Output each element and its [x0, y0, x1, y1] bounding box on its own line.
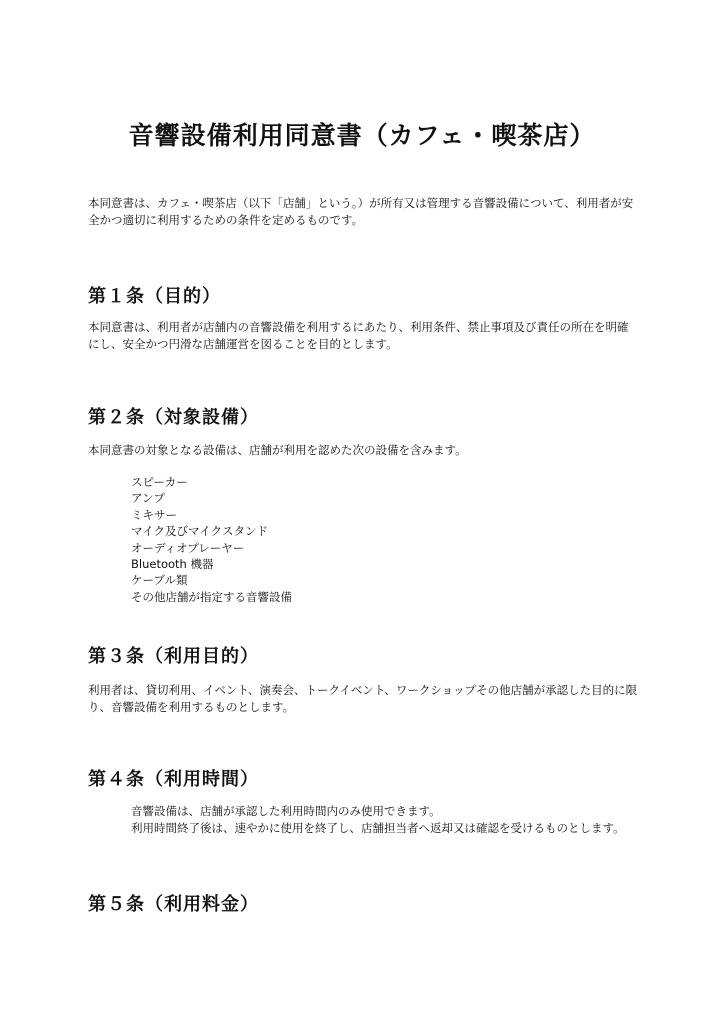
- list-item: Bluetooth 機器: [131, 557, 214, 572]
- article-1-heading: 第１条（目的）: [88, 286, 221, 307]
- intro-paragraph: 本同意書は、カフェ・喫茶店（以下「店舗」という。）が所有又は管理する音響設備について、利用者が安全かつ適切に利用するための条件を定めるものです。: [88, 196, 634, 227]
- article-5-heading: 第５条（利用料金）: [88, 894, 259, 915]
- article-4-paragraph-1: 音響設備は、店舗が承認した利用時間内のみ使用できます。: [131, 804, 441, 818]
- list-item: マイク及びマイクスタンド: [131, 524, 268, 539]
- article-2-heading: 第２条（対象設備）: [88, 407, 259, 428]
- equipment-list: [131, 474, 641, 605]
- list-item: アンプ: [131, 491, 166, 506]
- list-item: オーディオプレーヤー: [131, 540, 245, 555]
- article-4-heading: 第４条（利用時間）: [88, 769, 259, 790]
- article-4-paragraph-2: 利用時間終了後は、速やかに使用を終了し、店舗担当者へ返却又は確認を受けるものとします。: [131, 821, 625, 835]
- list-item: ミキサー: [131, 507, 177, 522]
- document-title: 音響設備利用同意書（カフェ・喫茶店）: [128, 121, 596, 150]
- article-3-heading: 第３条（利用目的）: [88, 646, 259, 667]
- article-1-body: 本同意書は、利用者が店舗内の音響設備を利用するにあたり、利用条件、禁止事項及び責任の所在を明確にし、安全かつ円滑な店舗運営を図ることを目的とします。: [88, 320, 629, 351]
- list-item: スピーカー: [131, 475, 188, 489]
- article-3-body: 利用者は、貸切利用、イベント、演奏会、トークイベント、ワークショップその他店舗が承認した目的に限り、音響設備を利用するものとします。: [88, 683, 638, 714]
- article-2-body: 本同意書の対象となる設備は、店舗が利用を認めた次の設備を含みます。: [88, 443, 467, 457]
- list-item: その他店舗が指定する音響設備: [131, 589, 292, 604]
- list-item: ケーブル類: [131, 573, 188, 588]
